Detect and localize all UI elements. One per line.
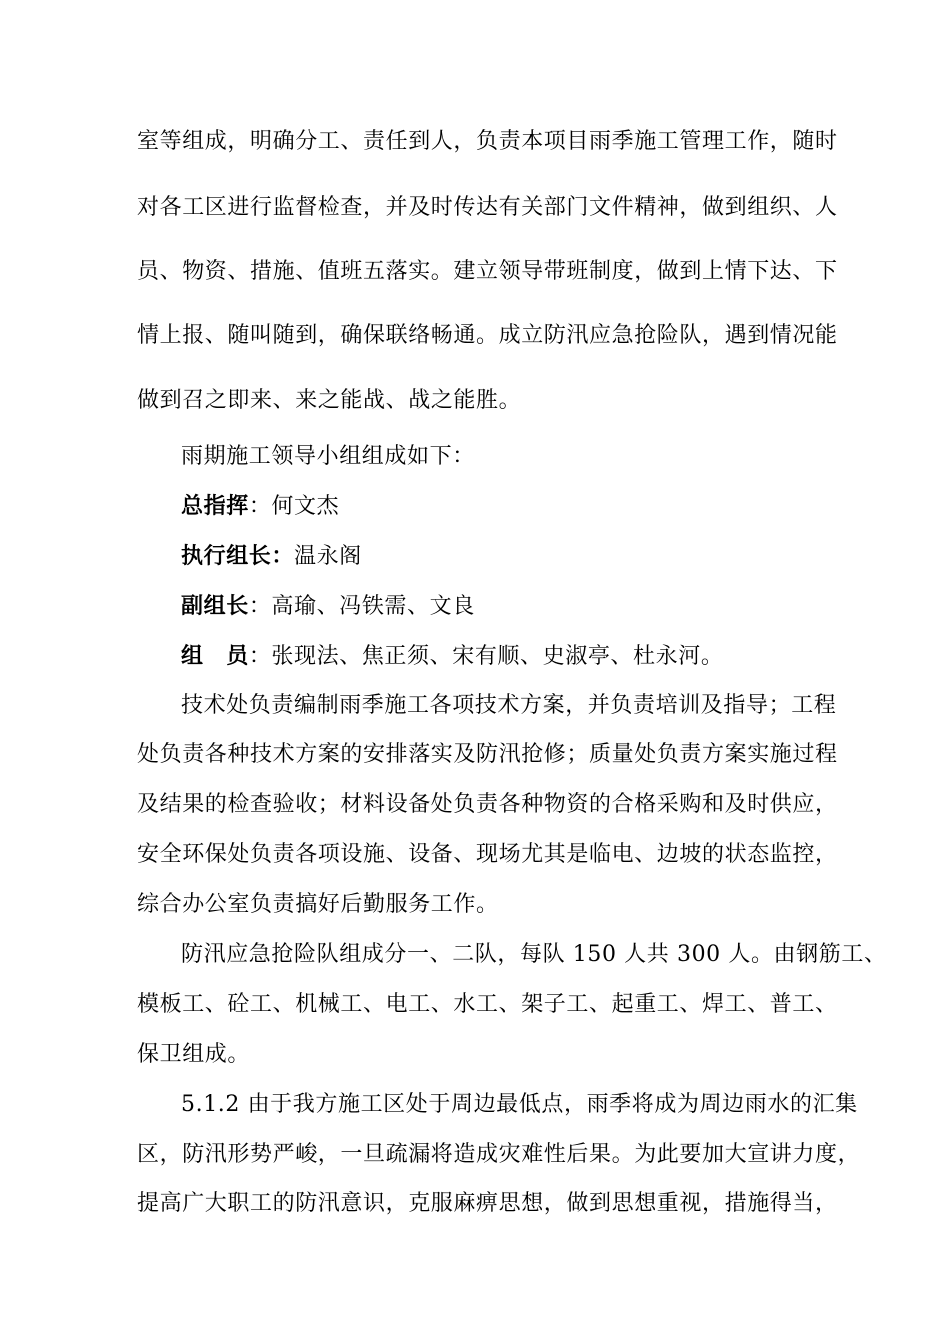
member-label: 组 员	[181, 644, 249, 669]
paragraph-line: 模板工、砼工、机械工、电工、水工、架子工、起重工、焊工、普工、	[137, 992, 838, 1017]
member-label: 执行组长：	[181, 544, 295, 569]
member-value: 温永阁	[294, 544, 362, 569]
paragraph-line: 5.1.2 由于我方施工区处于周边最低点，雨季将成为周边雨水的汇集	[181, 1092, 858, 1117]
paragraph-line: 情上报、随叫随到，确保联络畅通。成立防汛应急抢险队，遇到情况能	[137, 323, 838, 348]
paragraph-line: 防汛应急抢险队组成分一、二队，每队 150 人共 300 人。由钢筋工、	[181, 942, 887, 967]
member-sep: ：	[248, 594, 272, 619]
paragraph-line: 处负责各种技术方案的安排落实及防汛抢修；质量处负责方案实施过程	[137, 742, 838, 767]
member-row-commander	[181, 493, 339, 521]
member-label: 总指挥	[181, 494, 249, 519]
paragraph-line: 保卫组成。	[137, 1042, 251, 1067]
group-intro: 雨期施工领导小组组成如下：	[181, 444, 475, 469]
member-row-members	[181, 643, 723, 671]
paragraph-line: 员、物资、措施、值班五落实。建立领导带班制度，做到上情下达、下	[137, 259, 838, 284]
member-label: 副组长	[181, 594, 249, 619]
paragraph-line: 安全环保处负责各项设施、设备、现场尤其是临电、边坡的状态监控，	[137, 842, 838, 867]
paragraph-line: 区，防汛形势严峻，一旦疏漏将造成灾难性后果。为此要加大宣讲力度，	[137, 1142, 861, 1167]
paragraph-line: 对各工区进行监督检查，并及时传达有关部门文件精神，做到组织、人	[137, 195, 838, 220]
paragraph-line: 提高广大职工的防汛意识，克服麻痹思想，做到思想重视，措施得当，	[137, 1191, 838, 1216]
member-row-executive	[181, 543, 362, 571]
paragraph-line: 做到召之即来、来之能战、战之能胜。	[137, 388, 522, 413]
paragraph-line: 技术处负责编制雨季施工各项技术方案，并负责培训及指导；工程	[181, 693, 837, 718]
member-sep: ：	[248, 644, 272, 669]
member-row-deputy	[181, 593, 475, 621]
member-value: 何文杰	[271, 494, 340, 519]
paragraph-line: 及结果的检查验收；材料设备处负责各种物资的合格采购和及时供应，	[137, 792, 838, 817]
paragraph-line: 室等组成，明确分工、责任到人，负责本项目雨季施工管理工作，随时	[137, 129, 838, 154]
member-value: 张现法、焦正须、宋有顺、史淑亭、杜永河。	[271, 644, 724, 669]
member-sep: ：	[248, 494, 272, 519]
member-value: 高瑜、冯铁需、文良	[271, 594, 475, 619]
paragraph-line: 综合办公室负责搞好后勤服务工作。	[137, 892, 499, 917]
